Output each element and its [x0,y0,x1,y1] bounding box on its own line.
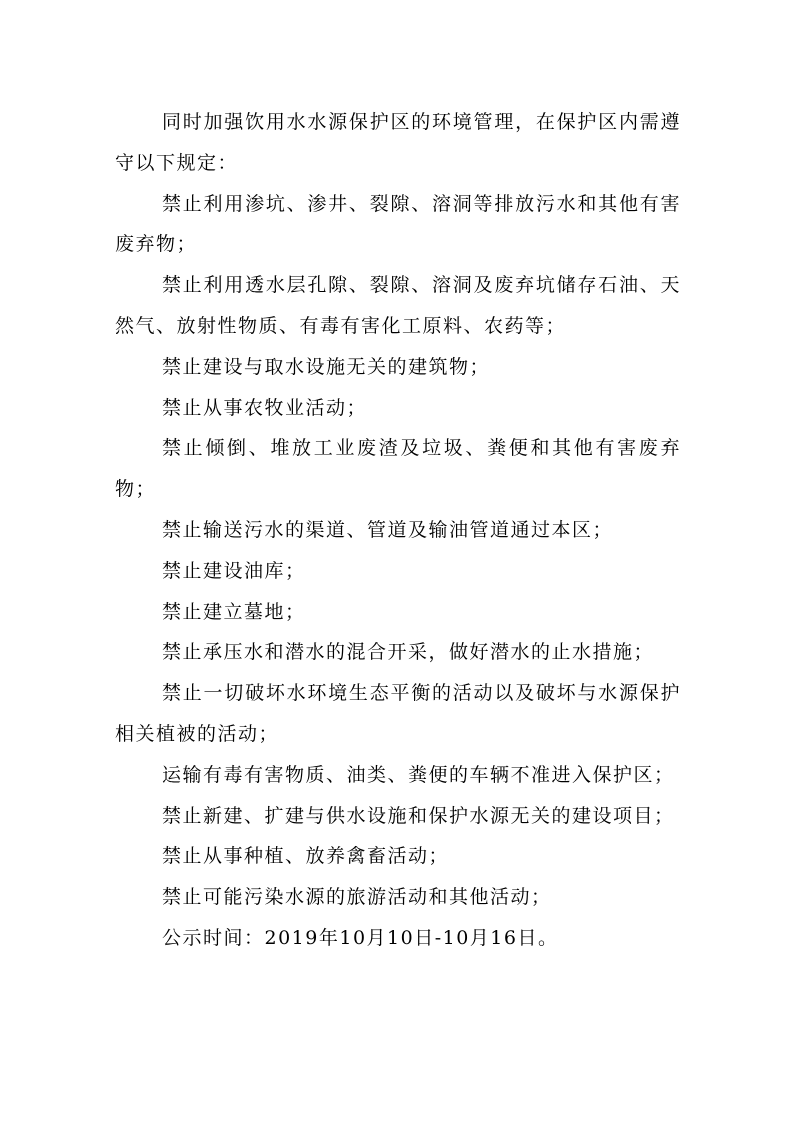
paragraph-rule: 禁止承压水和潜水的混合开采，做好潜水的止水措施； [162,641,655,664]
paragraph-rule: 禁止新建、扩建与供水设施和保护水源无关的建设项目； [162,804,675,827]
paragraph-rule: 禁止建立墓地； [162,600,306,623]
paragraph-rule: 禁止一切破坏水环境生态平衡的活动以及破坏与水源保护相关植被的活动； [115,682,681,745]
paragraph-intro: 同时加强饮用水水源保护区的环境管理，在保护区内需遵守以下规定： [115,111,681,174]
paragraph-rule: 禁止从事种植、放养禽畜活动； [162,845,450,868]
paragraph-rule: 禁止可能污染水源的旅游活动和其他活动； [162,886,552,909]
paragraph-rule: 禁止利用透水层孔隙、裂隙、溶洞及废弃坑储存石油、天然气、放射性物质、有毒有害化工原料、农药等； [115,274,681,337]
paragraph-rule: 禁止倾倒、堆放工业废渣及垃圾、粪便和其他有害废弃物； [115,437,681,501]
paragraph-rule: 禁止输送污水的渠道、管道及输油管道通过本区； [162,518,614,541]
paragraph-notice-period: 公示时间：2019年10月10日-10月16日。 [162,926,559,949]
paragraph-rule: 禁止利用渗坑、渗井、裂隙、溶洞等排放污水和其他有害废弃物； [115,192,681,256]
paragraph-rule: 禁止建设油库； [162,559,306,582]
paragraph-rule: 禁止建设与取水设施无关的建筑物； [162,355,491,378]
paragraph-rule: 禁止从事农牧业活动； [162,396,368,419]
paragraph-rule: 运输有毒有害物质、油类、粪便的车辆不准进入保护区； [162,763,675,786]
document-body [115,102,681,959]
